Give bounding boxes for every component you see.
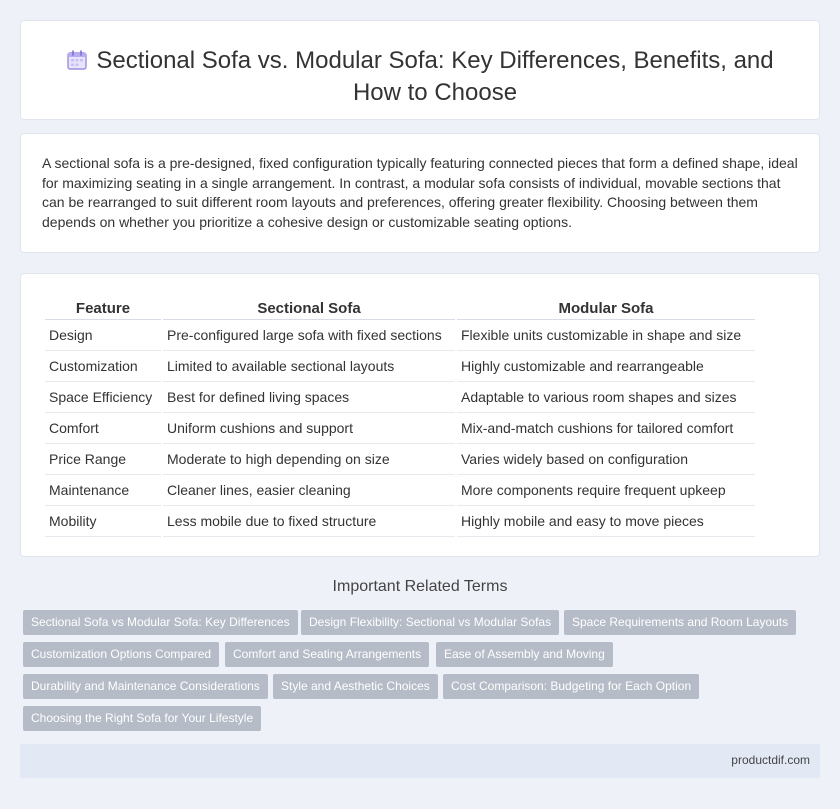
column-header-feature: Feature	[45, 296, 161, 320]
related-term-tag[interactable]: Comfort and Seating Arrangements	[225, 642, 429, 667]
related-term-tag[interactable]: Customization Options Compared	[23, 642, 219, 667]
related-term-tag[interactable]: Sectional Sofa vs Modular Sofa: Key Differences	[23, 610, 298, 635]
comparison-table	[43, 296, 757, 537]
related-term-tag[interactable]: Durability and Maintenance Considerations	[23, 674, 268, 699]
related-term-tag[interactable]: Cost Comparison: Budgeting for Each Option	[443, 674, 699, 699]
table-row	[45, 444, 755, 475]
table-cell-feature: Maintenance	[45, 475, 161, 506]
table-cell-sectional: Uniform cushions and support	[163, 413, 455, 444]
table-cell-sectional: Less mobile due to fixed structure	[163, 506, 455, 537]
intro-paragraph: A sectional sofa is a pre-designed, fixed configuration typically featuring connected pieces that form a defined shape, ideal for maximizing seating in a single arrangement. In contrast, a modular sofa consists of individual, movable sections that can be rearranged to suit different room layouts and preferences, offering greater flexibility. Choosing between them depends on whether you prioritize a cohesive design or customizable seating options.	[42, 155, 798, 230]
column-header-modular: Modular Sofa	[457, 296, 755, 320]
table-cell-feature: Customization	[45, 351, 161, 382]
table-row	[45, 382, 755, 413]
table-cell-feature: Space Efficiency	[45, 382, 161, 413]
table-cell-modular: Mix-and-match cushions for tailored comfort	[457, 413, 755, 444]
table-cell-feature: Price Range	[45, 444, 161, 475]
table-cell-sectional: Best for defined living spaces	[163, 382, 455, 413]
table-row	[45, 413, 755, 444]
title-card	[20, 20, 820, 120]
related-terms-heading: Important Related Terms	[332, 578, 508, 595]
table-cell-modular: Flexible units customizable in shape and size	[457, 320, 755, 351]
table-cell-sectional: Cleaner lines, easier cleaning	[163, 475, 455, 506]
table-row	[45, 475, 755, 506]
related-term-tag[interactable]: Choosing the Right Sofa for Your Lifestyle	[23, 706, 261, 731]
column-header-sectional: Sectional Sofa	[163, 296, 455, 320]
table-cell-modular: Highly mobile and easy to move pieces	[457, 506, 755, 537]
table-cell-modular: Highly customizable and rearrangeable	[457, 351, 755, 382]
table-row	[45, 351, 755, 382]
table-cell-feature: Design	[45, 320, 161, 351]
table-cell-sectional: Limited to available sectional layouts	[163, 351, 455, 382]
table-cell-modular: More components require frequent upkeep	[457, 475, 755, 506]
table-cell-feature: Mobility	[45, 506, 161, 537]
table-row	[45, 506, 755, 537]
table-row	[45, 320, 755, 351]
intro-card	[20, 133, 820, 253]
table-cell-modular: Varies widely based on configuration	[457, 444, 755, 475]
page-title: Sectional Sofa vs. Modular Sofa: Key Differences, Benefits, and How to Choose	[96, 47, 774, 106]
related-term-tag[interactable]: Ease of Assembly and Moving	[436, 642, 613, 667]
related-term-tag[interactable]: Style and Aesthetic Choices	[273, 674, 438, 699]
table-cell-modular: Adaptable to various room shapes and sizes	[457, 382, 755, 413]
table-cell-sectional: Moderate to high depending on size	[163, 444, 455, 475]
table-header-row	[45, 296, 755, 320]
footer-site-link[interactable]: productdif.com	[731, 753, 810, 767]
related-term-tag[interactable]: Design Flexibility: Sectional vs Modular Sofas	[301, 610, 559, 635]
related-term-tag[interactable]: Space Requirements and Room Layouts	[564, 610, 796, 635]
table-cell-sectional: Pre-configured large sofa with fixed sections	[163, 320, 455, 351]
table-cell-feature: Comfort	[45, 413, 161, 444]
comparison-table-card	[20, 273, 820, 557]
footer	[20, 744, 820, 778]
